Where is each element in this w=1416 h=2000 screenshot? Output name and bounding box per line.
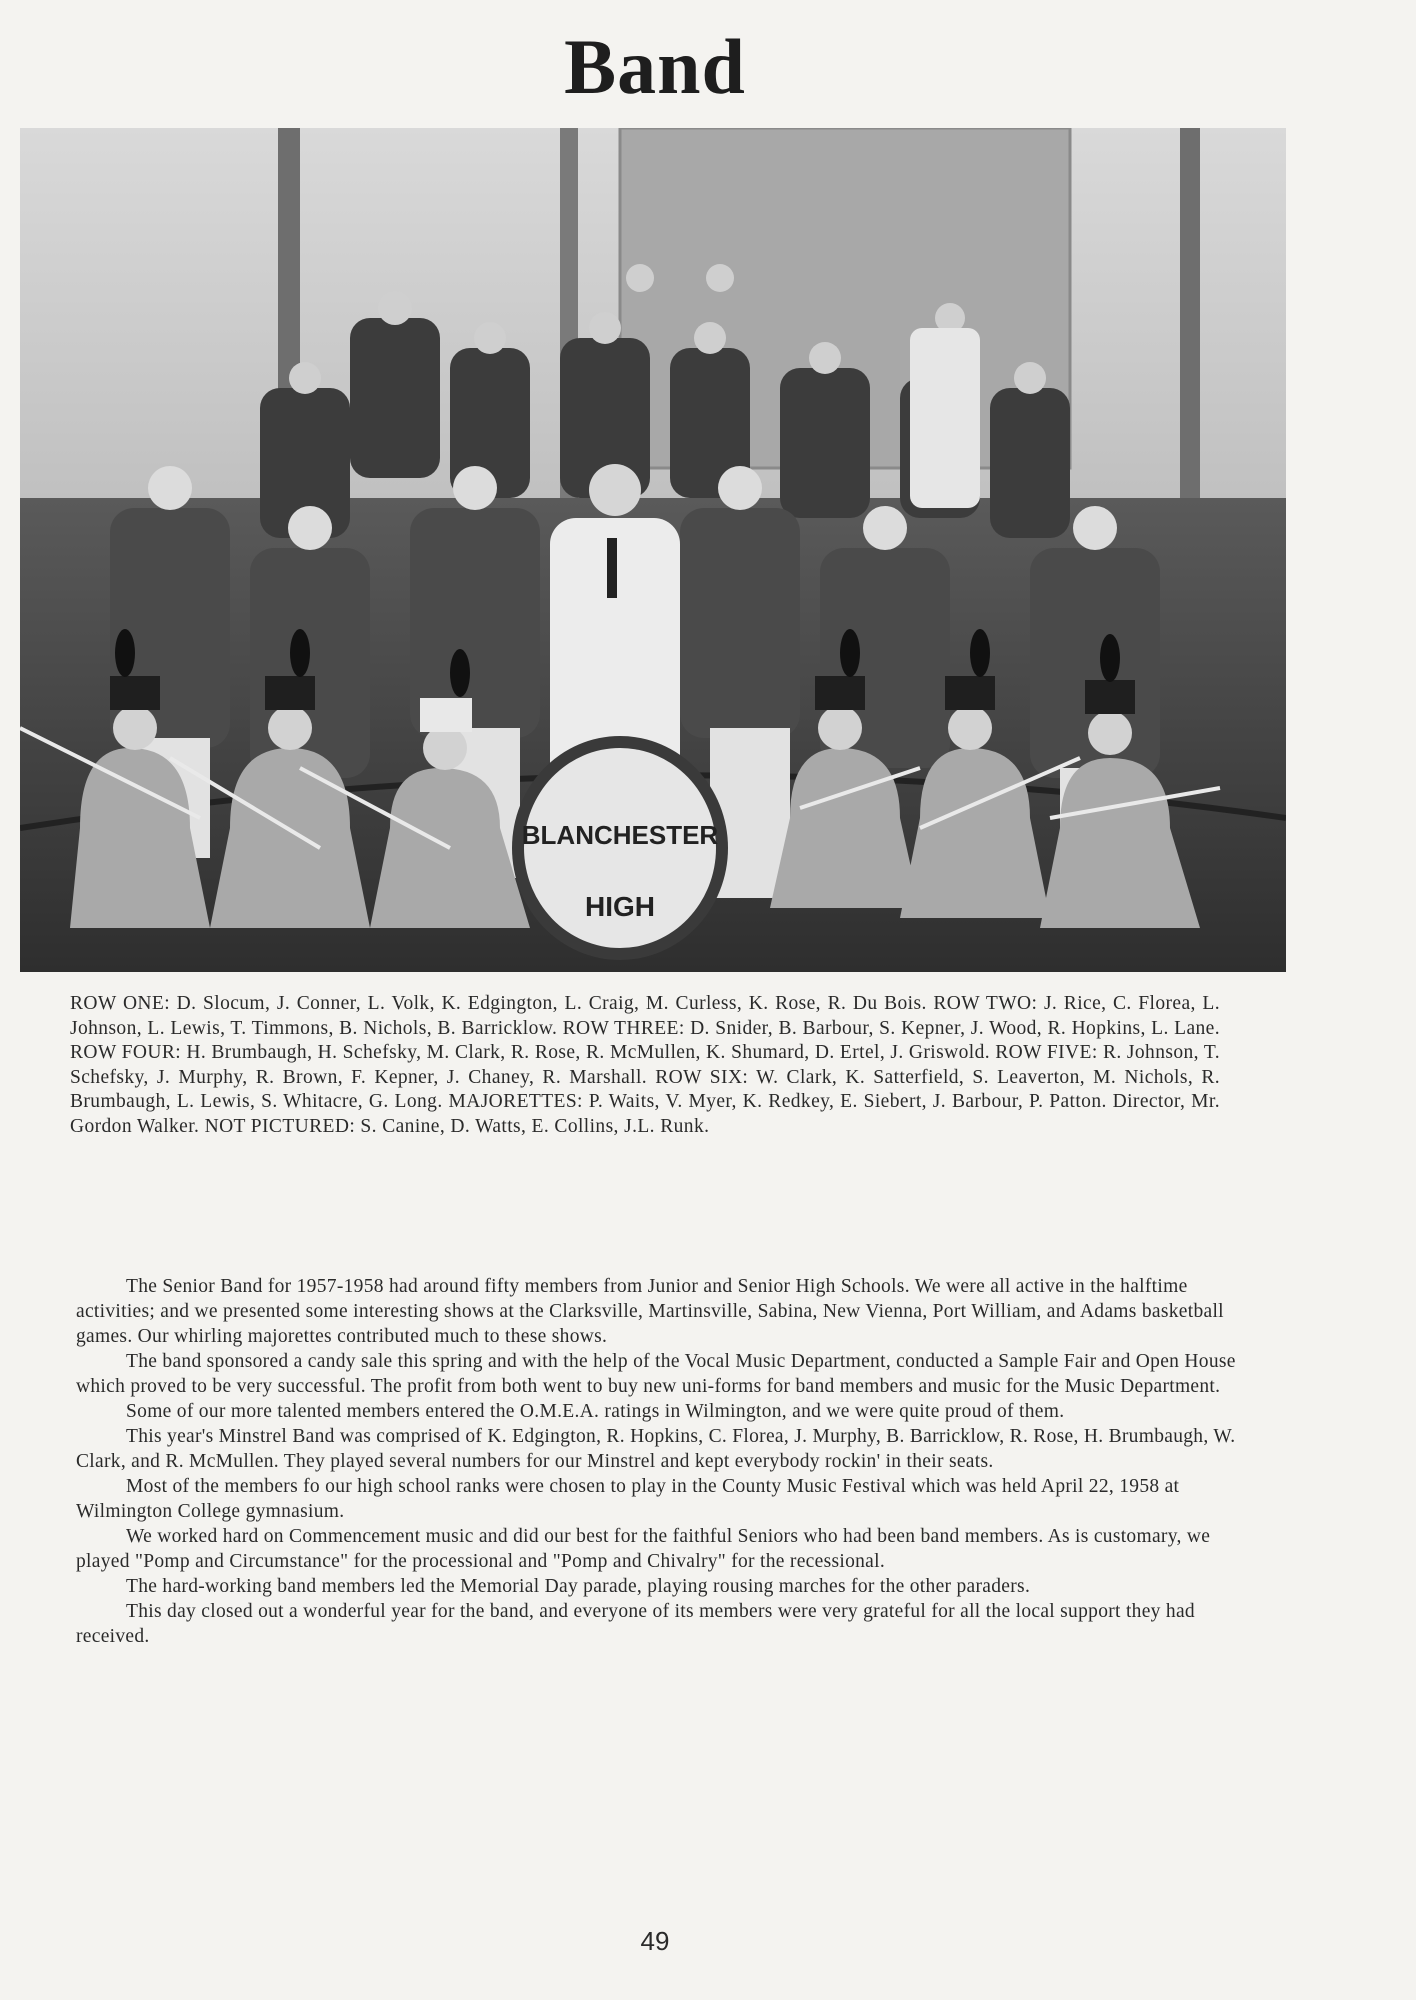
drum-label-top: BLANCHESTER <box>521 820 719 850</box>
paragraph: This day closed out a wonderful year for the band, and everyone of its members were very grateful for all the local support they had received. <box>76 1601 1195 1647</box>
paragraph: We worked hard on Commencement music and did our best for the faithful Seniors who had been band members. As is customary, we played "Pomp and Circumstance" for the processional and "Pomp and Chivalry" for the recessional. <box>76 1526 1211 1572</box>
article-body <box>76 1274 1236 1649</box>
paragraph: The band sponsored a candy sale this spring and with the help of the Vocal Music Department, conducted a Sample Fair and Open House which proved to be very successful. The profit from both went to buy new uni-forms for band members and music for the Music Department. <box>76 1351 1236 1397</box>
band-photo-illustration <box>20 128 1286 972</box>
paragraph: The Senior Band for 1957-1958 had around fifty members from Junior and Senior High Schools. We were all active in the halftime activities; and we presented some interesting shows at the Clarksville, Martinsville, Sabina, New Vienna, Port William, and Adams basketball games. Our whirling majorettes contributed much to these shows. <box>76 1276 1224 1347</box>
paragraph: The hard-working band members led the Memorial Day parade, playing rousing marches for the other paraders. <box>126 1576 1031 1597</box>
drum-label-bottom: HIGH <box>585 891 655 922</box>
page-title: Band <box>564 23 746 110</box>
photo-caption: ROW ONE: D. Slocum, J. Conner, L. Volk, K. Edgington, L. Craig, M. Curless, K. Rose, R. Du Bois. ROW TWO: J. Rice, C. Florea, L. Johnson, L. Lewis, T. Timmons, B. Nichols, B. Barricklow. ROW THREE: D. Snider, B. Barbour, S. Kepner, J. Wood, R. Hopkins, L. Lane. ROW FOUR: H. Brumbaugh, H. Schefsky, M. Clark, R. Rose, R. McMullen, K. Shumard, D. Ertel, J. Griswold. ROW FIVE: R. Johnson, T. Schefsky, J. Murphy, R. Brown, F. Kepner, J. Chaney, R. Marshall. ROW SIX: W. Clark, K. Satterfield, S. Leaverton, M. Nichols, R. Brumbaugh, L. Lewis, S. Whitacre, G. Long. MAJORETTES: P. Waits, V. Myer, K. Redkey, E. Siebert, J. Barbour, P. Patton. Director, Mr. Gordon Walker. NOT PICTURED: S. Canine, D. Watts, E. Collins, J.L. Runk. <box>70 993 1220 1137</box>
bass-drum <box>512 736 728 960</box>
paragraph: Some of our more talented members entered the O.M.E.A. ratings in Wilmington, and we were quite proud of them. <box>126 1401 1065 1422</box>
paragraph: Most of the members fo our high school ranks were chosen to play in the County Music Festival which was held April 22, 1958 at Wilmington College gymnasium. <box>76 1476 1180 1522</box>
band-group-photo <box>20 128 1286 972</box>
page-number: 49 <box>640 1926 670 1956</box>
paragraph: This year's Minstrel Band was comprised of K. Edgington, R. Hopkins, C. Florea, J. Murphy, B. Barricklow, R. Rose, H. Brumbaugh, W. Clark, and R. McMullen. They played several numbers for our Minstrel and kept everybody rockin' in their seats. <box>76 1426 1236 1472</box>
